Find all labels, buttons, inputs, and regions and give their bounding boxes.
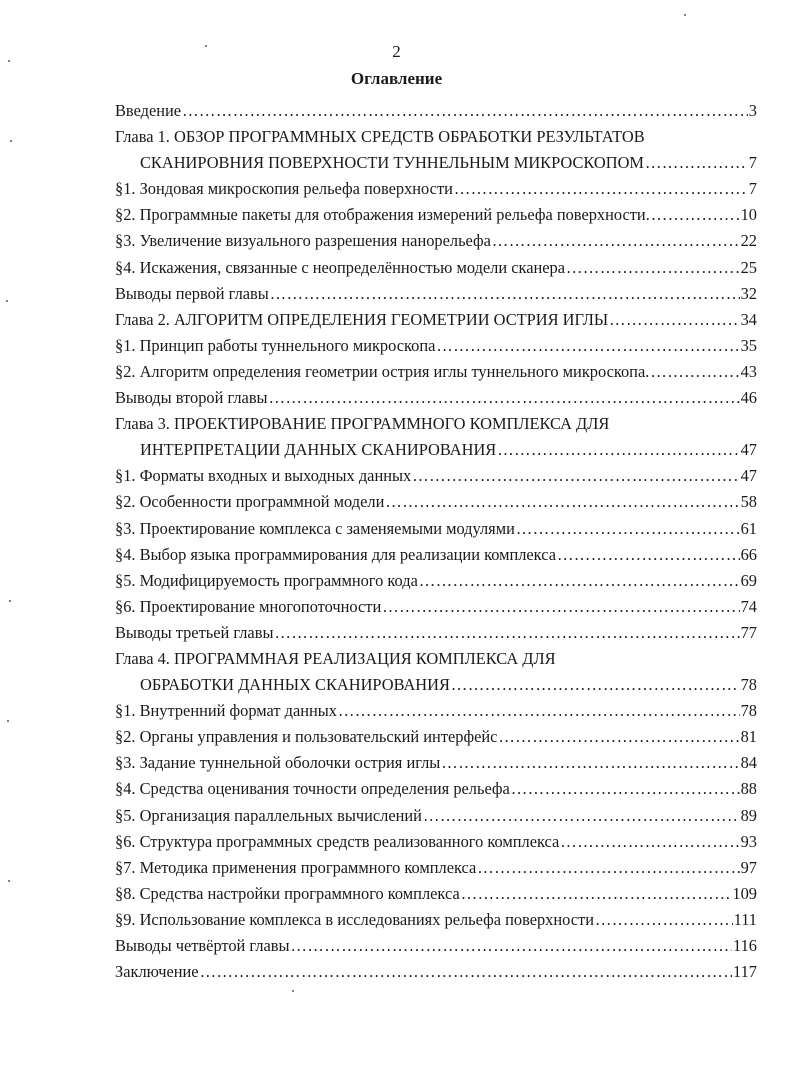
toc-entry-page: 81 bbox=[740, 727, 757, 747]
scan-speck bbox=[10, 140, 12, 142]
toc-entry-label: §1. Принцип работы туннельного микроскопа bbox=[115, 335, 436, 355]
toc-leader-dots bbox=[454, 176, 748, 202]
toc-entry-label: §2. Органы управления и пользовательский интерфейс bbox=[115, 727, 498, 747]
toc-entry bbox=[115, 672, 757, 698]
toc-entry-page: 47 bbox=[740, 440, 757, 460]
toc-entry bbox=[115, 620, 757, 646]
toc-leader-dots bbox=[451, 672, 740, 698]
toc-entry-label: Глава 3. ПРОЕКТИРОВАНИЕ ПРОГРАММНОГО КОМПЛЕКСА ДЛЯ bbox=[115, 414, 610, 434]
toc-entry bbox=[115, 228, 757, 254]
toc-entry bbox=[115, 437, 757, 463]
toc-entry-page: 25 bbox=[740, 257, 757, 277]
toc-entry-label: Выводы третьей главы bbox=[115, 622, 274, 642]
toc-entry-label: §4. Средства оценивания точности определения рельефа bbox=[115, 779, 510, 799]
toc-entry bbox=[115, 307, 757, 333]
toc-entry bbox=[115, 646, 757, 672]
toc-leader-dots bbox=[560, 829, 739, 855]
toc-entry-label: СКАНИРОВНИЯ ПОВЕРХНОСТИ ТУННЕЛЬНЫМ МИКРОСКОПОМ bbox=[140, 153, 644, 173]
toc-entry-label: §2. Алгоритм определения геометрии острия иглы туннельного микроскопа. bbox=[115, 361, 650, 381]
table-of-contents bbox=[115, 98, 757, 985]
toc-entry-label: Заключение bbox=[115, 962, 199, 982]
toc-entry-page: 111 bbox=[733, 909, 757, 929]
toc-leader-dots bbox=[461, 881, 732, 907]
toc-leader-dots bbox=[270, 281, 740, 307]
scan-speck bbox=[292, 990, 294, 992]
toc-entry bbox=[115, 150, 757, 176]
scan-speck bbox=[684, 14, 686, 16]
toc-entry-label: §1. Зондовая микроскопия рельефа поверхности bbox=[115, 179, 453, 199]
toc-entry bbox=[115, 124, 757, 150]
toc-entry bbox=[115, 803, 757, 829]
toc-leader-dots bbox=[497, 437, 739, 463]
toc-entry bbox=[115, 829, 757, 855]
toc-entry bbox=[115, 568, 757, 594]
toc-entry-page: 97 bbox=[740, 857, 757, 877]
toc-entry-page: 43 bbox=[740, 361, 757, 381]
toc-entry-page: 10 bbox=[740, 205, 757, 225]
toc-entry bbox=[115, 176, 757, 202]
toc-entry-page: 32 bbox=[740, 283, 757, 303]
toc-title: Оглавление bbox=[350, 69, 443, 88]
toc-entry bbox=[115, 255, 757, 281]
toc-entry-page: 117 bbox=[733, 962, 757, 982]
toc-entry bbox=[115, 907, 757, 933]
toc-entry-label: Выводы первой главы bbox=[115, 283, 269, 303]
toc-entry-label: §3. Задание туннельной оболочки острия иглы bbox=[115, 753, 441, 773]
toc-entry-label: §9. Использование комплекса в исследованиях рельефа поверхности bbox=[115, 909, 594, 929]
toc-entry bbox=[115, 959, 757, 985]
toc-entry-page: 89 bbox=[740, 805, 757, 825]
toc-entry-page: 78 bbox=[740, 675, 757, 695]
scan-speck bbox=[6, 300, 8, 302]
toc-entry bbox=[115, 359, 757, 385]
toc-entry-label: §6. Структура программных средств реализованного комплекса bbox=[115, 831, 560, 851]
toc-entry-label: §2. Особенности программной модели bbox=[115, 492, 385, 512]
toc-entry bbox=[115, 855, 757, 881]
toc-entry bbox=[115, 411, 757, 437]
toc-leader-dots bbox=[436, 333, 739, 359]
toc-leader-dots bbox=[645, 150, 748, 176]
toc-entry-label: §3. Увеличение визуального разрешения нанорельефа bbox=[115, 231, 491, 251]
toc-entry-label: §1. Форматы входных и выходных данных bbox=[115, 466, 412, 486]
toc-entry-page: 78 bbox=[740, 701, 757, 721]
toc-entry-page: 74 bbox=[740, 596, 757, 616]
toc-entry bbox=[115, 776, 757, 802]
toc-leader-dots bbox=[492, 228, 740, 254]
toc-entry-page: 3 bbox=[748, 101, 757, 120]
toc-leader-dots bbox=[511, 776, 740, 802]
toc-leader-dots bbox=[566, 255, 740, 281]
toc-entry-page: 46 bbox=[740, 388, 757, 408]
toc-entry-label: §6. Проектирование многопоточности bbox=[115, 596, 382, 616]
toc-entry-label: §2. Программные пакеты для отображения измерений рельефа поверхности. bbox=[115, 205, 650, 225]
toc-leader-dots bbox=[423, 803, 740, 829]
toc-leader-dots bbox=[498, 724, 739, 750]
toc-entry-label: ИНТЕРПРЕТАЦИИ ДАННЫХ СКАНИРОВАНИЯ bbox=[140, 440, 497, 460]
toc-entry-label: Глава 2. АЛГОРИТМ ОПРЕДЕЛЕНИЯ ГЕОМЕТРИИ ОСТРИЯ ИГЛЫ bbox=[115, 309, 609, 329]
toc-leader-dots bbox=[382, 594, 739, 620]
toc-entry bbox=[115, 385, 757, 411]
toc-entry bbox=[115, 333, 757, 359]
scan-speck bbox=[205, 45, 207, 47]
page-number: 2 bbox=[392, 42, 401, 61]
toc-entry bbox=[115, 516, 757, 542]
toc-entry bbox=[115, 281, 757, 307]
toc-entry-page: 93 bbox=[740, 831, 757, 851]
toc-entry-page: 58 bbox=[740, 492, 757, 512]
toc-entry-label: Глава 1. ОБЗОР ПРОГРАММНЫХ СРЕДСТВ ОБРАБОТКИ РЕЗУЛЬТАТОВ bbox=[115, 127, 645, 147]
toc-leader-dots bbox=[651, 202, 740, 228]
scan-speck bbox=[8, 60, 10, 62]
toc-entry-page: 88 bbox=[740, 779, 757, 799]
toc-entry-page: 47 bbox=[740, 466, 757, 486]
toc-entry-page: 7 bbox=[748, 153, 757, 173]
toc-leader-dots bbox=[200, 959, 732, 985]
toc-leader-dots bbox=[516, 516, 740, 542]
scan-speck bbox=[9, 600, 11, 602]
toc-entry bbox=[115, 594, 757, 620]
toc-entry-label: §5. Организация параллельных вычислений bbox=[115, 805, 422, 825]
toc-entry-page: 66 bbox=[740, 544, 757, 564]
scan-speck bbox=[8, 880, 10, 882]
toc-entry bbox=[115, 933, 757, 959]
toc-leader-dots bbox=[441, 750, 739, 776]
toc-entry-label: §1. Внутренний формат данных bbox=[115, 701, 338, 721]
toc-entry-label: §3. Проектирование комплекса с заменяемыми модулями bbox=[115, 518, 515, 538]
toc-entry-page: 35 bbox=[740, 335, 757, 355]
toc-entry-page: 109 bbox=[732, 883, 757, 903]
toc-entry bbox=[115, 724, 757, 750]
toc-entry-page: 61 bbox=[740, 518, 757, 538]
toc-entry-label: §5. Модифицируемость программного кода bbox=[115, 570, 418, 590]
toc-entry bbox=[115, 542, 757, 568]
toc-entry-page: 84 bbox=[740, 753, 757, 773]
toc-leader-dots bbox=[269, 385, 740, 411]
toc-leader-dots bbox=[385, 489, 739, 515]
toc-leader-dots bbox=[412, 463, 739, 489]
toc-entry-page: 69 bbox=[740, 570, 757, 590]
toc-leader-dots bbox=[338, 698, 740, 724]
toc-entry-label: ОБРАБОТКИ ДАННЫХ СКАНИРОВАНИЯ bbox=[140, 675, 450, 695]
toc-entry-label: §8. Средства настройки программного комплекса bbox=[115, 883, 460, 903]
toc-entry bbox=[115, 881, 757, 907]
toc-entry-page: 22 bbox=[740, 231, 757, 251]
toc-entry bbox=[115, 489, 757, 515]
toc-entry bbox=[115, 98, 757, 124]
toc-entry-label: Введение bbox=[115, 101, 182, 120]
toc-entry-page: 116 bbox=[733, 936, 757, 955]
toc-entry-label: Выводы второй главы bbox=[115, 388, 268, 408]
toc-leader-dots bbox=[650, 359, 739, 385]
scan-speck bbox=[7, 720, 9, 722]
toc-entry-label: §4. Искажения, связанные с неопределённостью модели сканера bbox=[115, 257, 566, 277]
toc-leader-dots bbox=[595, 907, 733, 933]
toc-entry-label: §7. Методика применения программного комплекса bbox=[115, 857, 477, 877]
toc-leader-dots bbox=[419, 568, 740, 594]
toc-leader-dots bbox=[609, 307, 739, 333]
toc-leader-dots bbox=[182, 98, 748, 124]
toc-leader-dots bbox=[477, 855, 739, 881]
toc-entry-page: 77 bbox=[740, 622, 757, 642]
toc-entry bbox=[115, 463, 757, 489]
toc-leader-dots bbox=[274, 620, 739, 646]
toc-entry bbox=[115, 750, 757, 776]
toc-entry-label: Выводы четвёртой главы bbox=[115, 936, 290, 955]
toc-entry bbox=[115, 698, 757, 724]
toc-entry-label: Глава 4. ПРОГРАММНАЯ РЕАЛИЗАЦИЯ КОМПЛЕКСА ДЛЯ bbox=[115, 648, 556, 668]
toc-entry-label: §4. Выбор языка программирования для реализации комплекса bbox=[115, 544, 556, 564]
toc-entry bbox=[115, 202, 757, 228]
toc-entry-page: 7 bbox=[748, 179, 757, 199]
toc-leader-dots bbox=[291, 933, 732, 959]
toc-entry-page: 34 bbox=[740, 309, 757, 329]
toc-leader-dots bbox=[557, 542, 740, 568]
